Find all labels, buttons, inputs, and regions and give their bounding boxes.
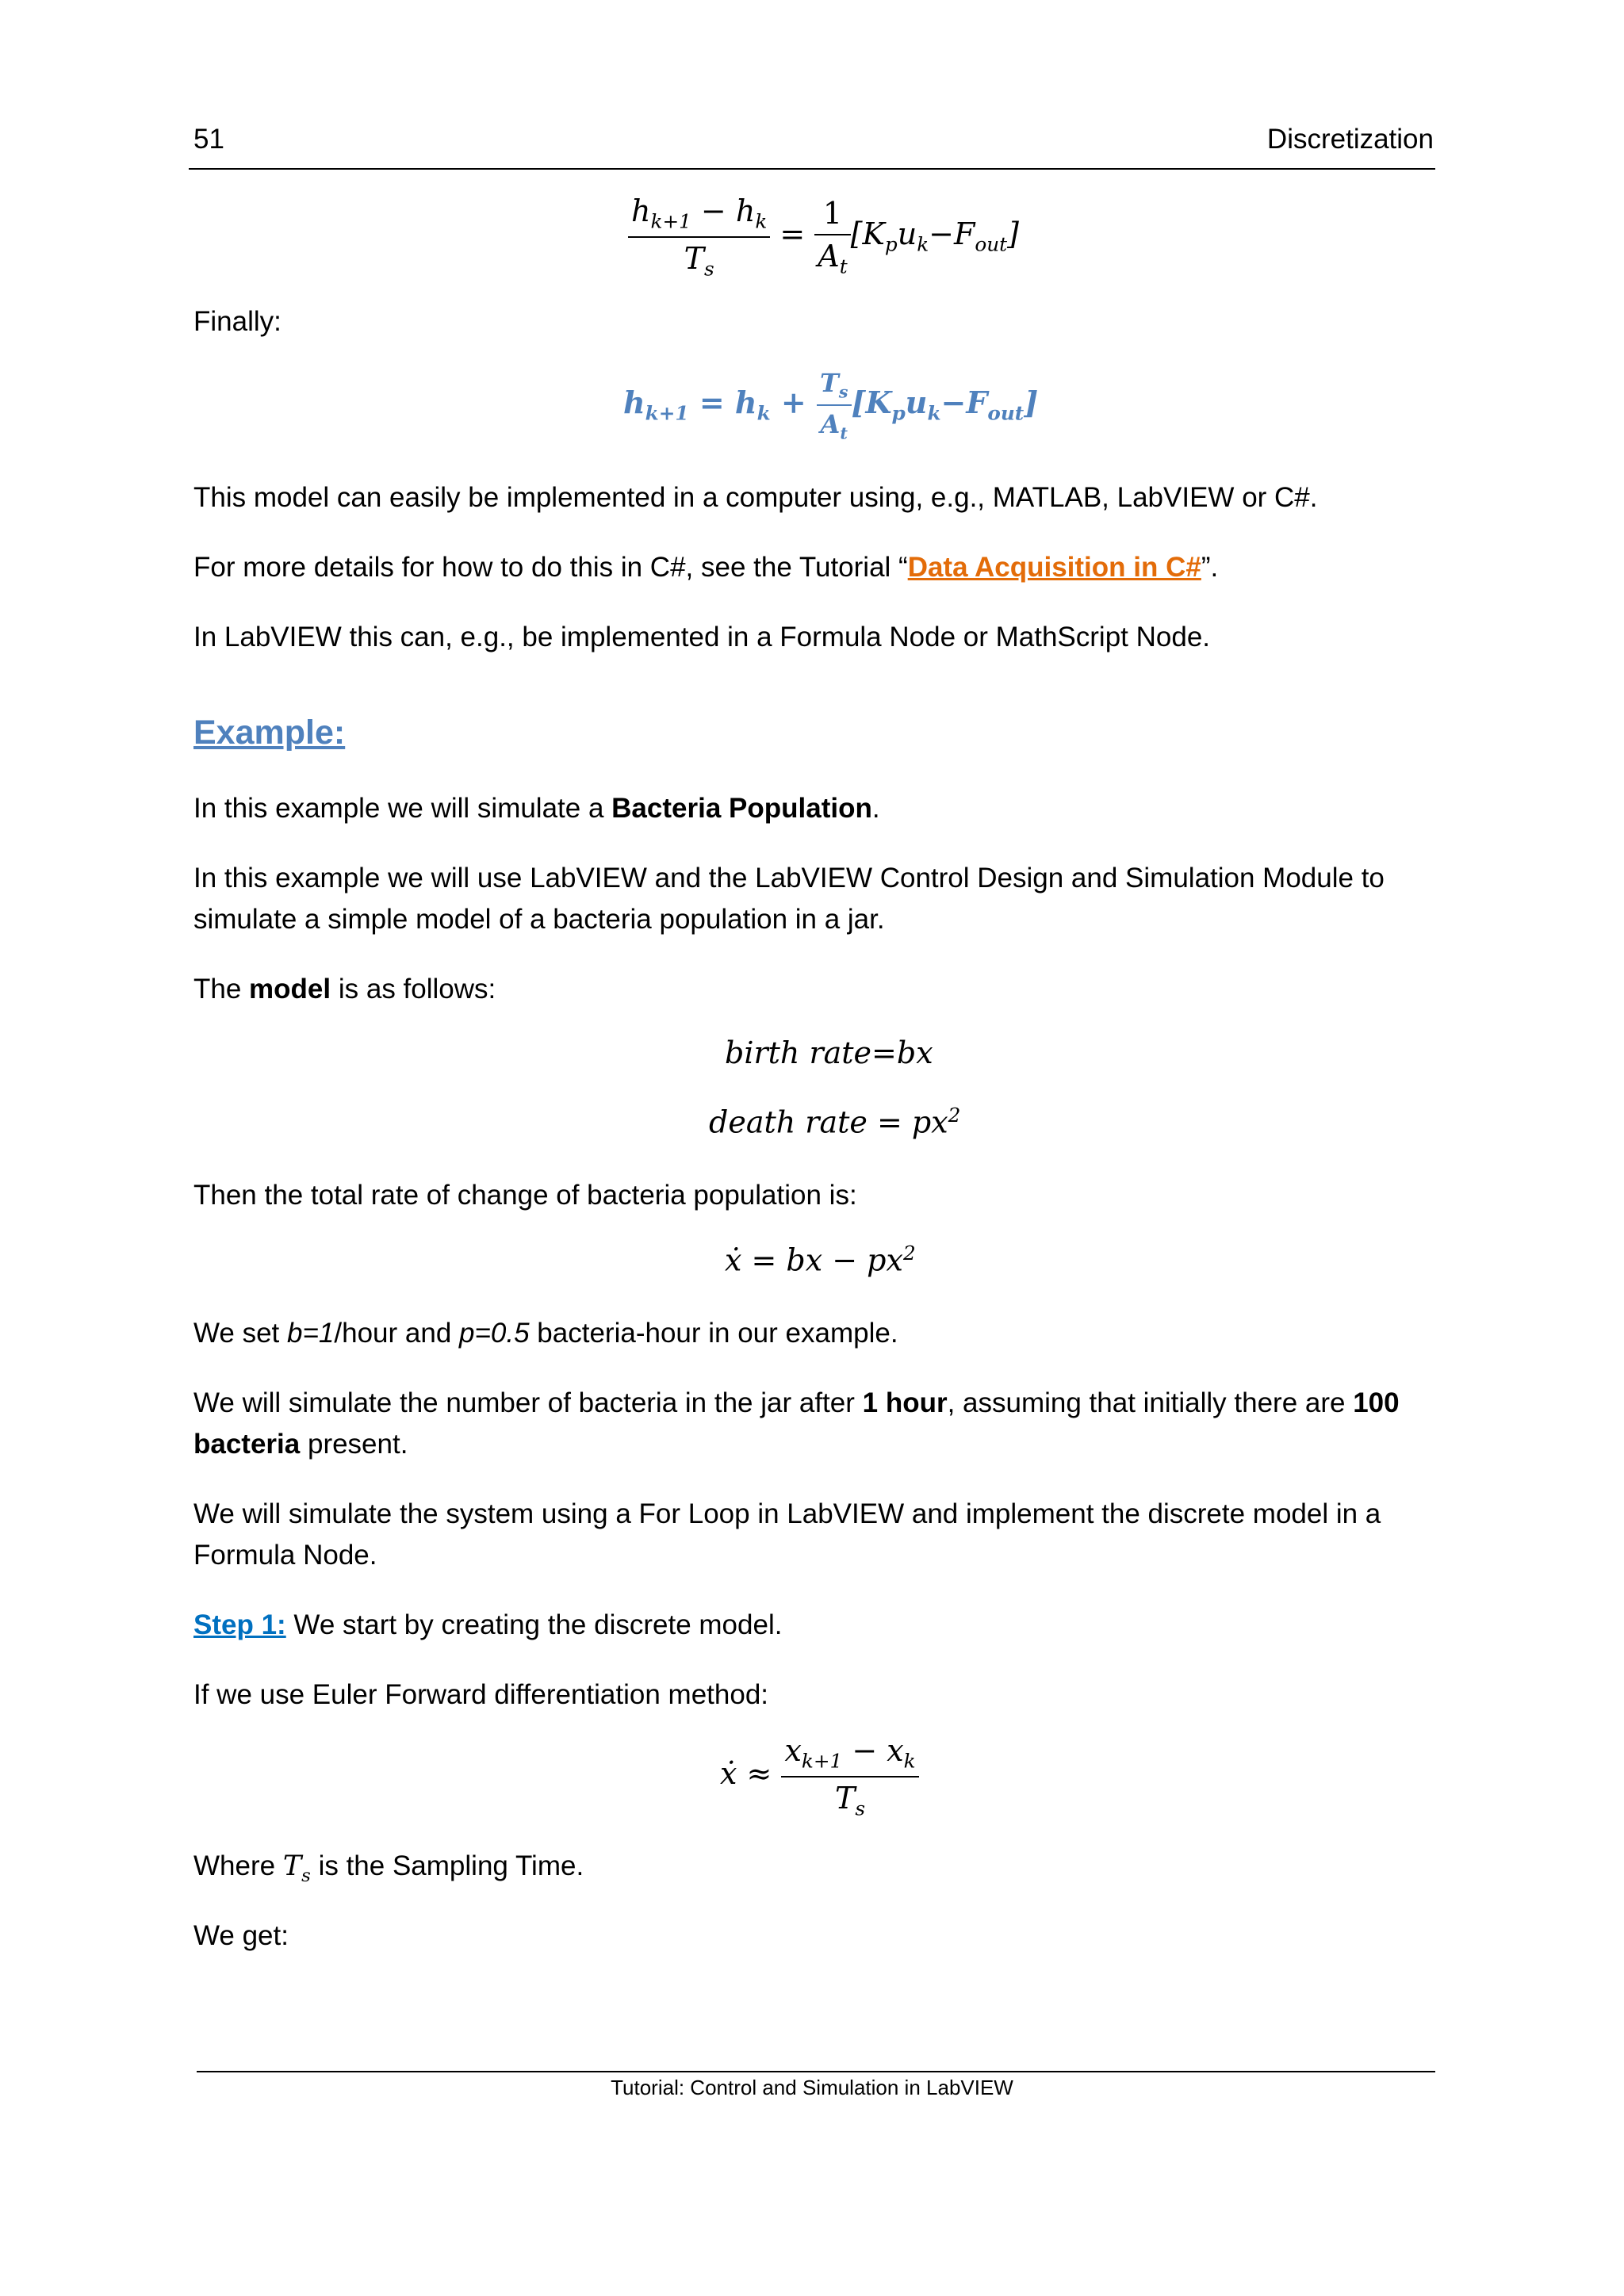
section-title: Discretization [1266,124,1434,155]
equation-final-model: $h_{k+1} = h_k$ + $\frac{T_s}{A_t}$ $[K_pu_k-F_{out}]$ [623,368,1039,443]
footer-text: Tutorial: Control and Simulation in LabVIEW [611,2076,1013,2099]
page-number: 51 [193,124,224,155]
paragraph-step1: Step 1: We start by creating the discrete model. [193,1609,783,1640]
paragraph-we-get: We get: [193,1920,289,1951]
paragraph-total-rate: Then the total rate of change of bacteria population is: [193,1180,857,1211]
equation-death-rate: death rate = $px^2$ [709,1104,961,1140]
data-acquisition-link[interactable]: Data Acquisition in C# [907,552,1201,583]
equation-euler-forward: ẋ ≈ $\frac{x_{k+1} - x_k}{T_s}$ [720,1733,919,1820]
equation-birth-rate: birth rate=bx [725,1035,933,1070]
paragraph-implementation: This model can easily be implemented in a computer using, e.g., MATLAB, LabVIEW or C#. [193,482,1318,513]
paragraph-sampling-time: Where $T_s$ is the Sampling Time. [193,1850,584,1886]
paragraph-bacteria-intro: In this example we will simulate a Bacteria Population. [193,793,880,824]
paragraph-labview-module: In this example we will use LabVIEW and the LabVIEW Control Design and Simulation Module to simulate a simple model of a bacteria population in a jar. [193,863,1385,935]
paragraph-simulation-goal: We will simulate the number of bacteria in the jar after 1 hour, assuming that initially there are 100 bacteria present. [193,1387,1400,1460]
finally-label: Finally: [193,306,282,337]
paragraph-labview: In LabVIEW this can, e.g., be implemented in a Formula Node or MathScript Node. [193,622,1211,652]
equation-difference: $\frac{h_{k+1} - h_k}{T_s}$ = $\frac{1}{A_t}$ $[K_pu_k-F_{out}]$ [628,193,1019,280]
paragraph-parameters: We set b=1/hour and p=0.5 bacteria-hour in our example. [193,1318,898,1349]
step1-link[interactable]: Step 1: [193,1609,286,1640]
paragraph-euler: If we use Euler Forward differentiation method: [193,1679,769,1710]
footer-divider [197,2071,1435,2072]
paragraph-for-loop: We will simulate the system using a For Loop in LabVIEW and implement the discrete model in a Formula Node. [193,1498,1381,1571]
paragraph-model: The model is as follows: [193,974,496,1004]
paragraph-tutorial-ref: For more details for how to do this in C#, see the Tutorial “Data Acquisition in C#”. [193,552,1219,583]
example-heading: Example: [193,714,346,752]
equation-xdot: ẋ = bx − $px^2$ [725,1242,916,1278]
header-divider [189,168,1435,170]
